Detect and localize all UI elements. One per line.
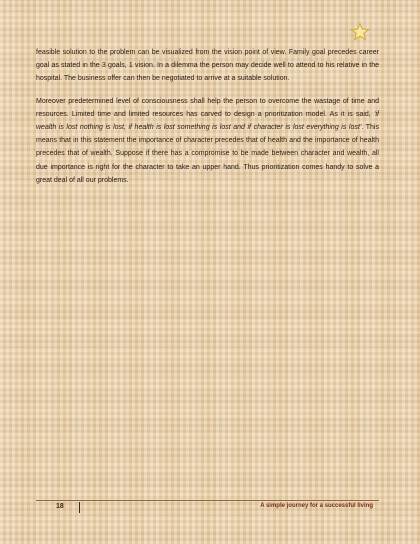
star-icon: [350, 22, 370, 42]
page-number-divider: [79, 502, 80, 513]
quote-text: ‘if wealth is lost nothing is lost, if health is lost something is lost and if character is lost everything is lost’: [36, 110, 379, 132]
page-footer: [36, 500, 379, 515]
paragraph-2-continued: . This means that in this statement the importance of character precedes that of health and the importance of health precedes that of wealth. Suppose if there has a compromise to be made between character and wealth, all due importance is right for the character to take an upper hand. Thus prioritization comes handy to solve a great deal of all our problems.: [36, 124, 379, 184]
page-body: [36, 46, 379, 196]
book-title: A simple journey for a successful living: [260, 503, 373, 509]
paragraph-2-text: Moreover predetermined level of consciousness shall help the person to overcome the wastage of time and resources. Limited time and limited resources has carved to design a prioritization model. As it is said,: [36, 97, 379, 118]
page-number: 18: [56, 503, 64, 510]
paragraph-2: [36, 95, 379, 187]
paragraph-1: feasible solution to the problem can be visualized from the vision point of view. Family goal precedes career goal as stated in the 3 goals, 1 vision. In a dilemma the person may decide well to attend to his relative in the hospital. The business offer can then be negotiated to arrive at a suitable solution.: [36, 49, 379, 83]
